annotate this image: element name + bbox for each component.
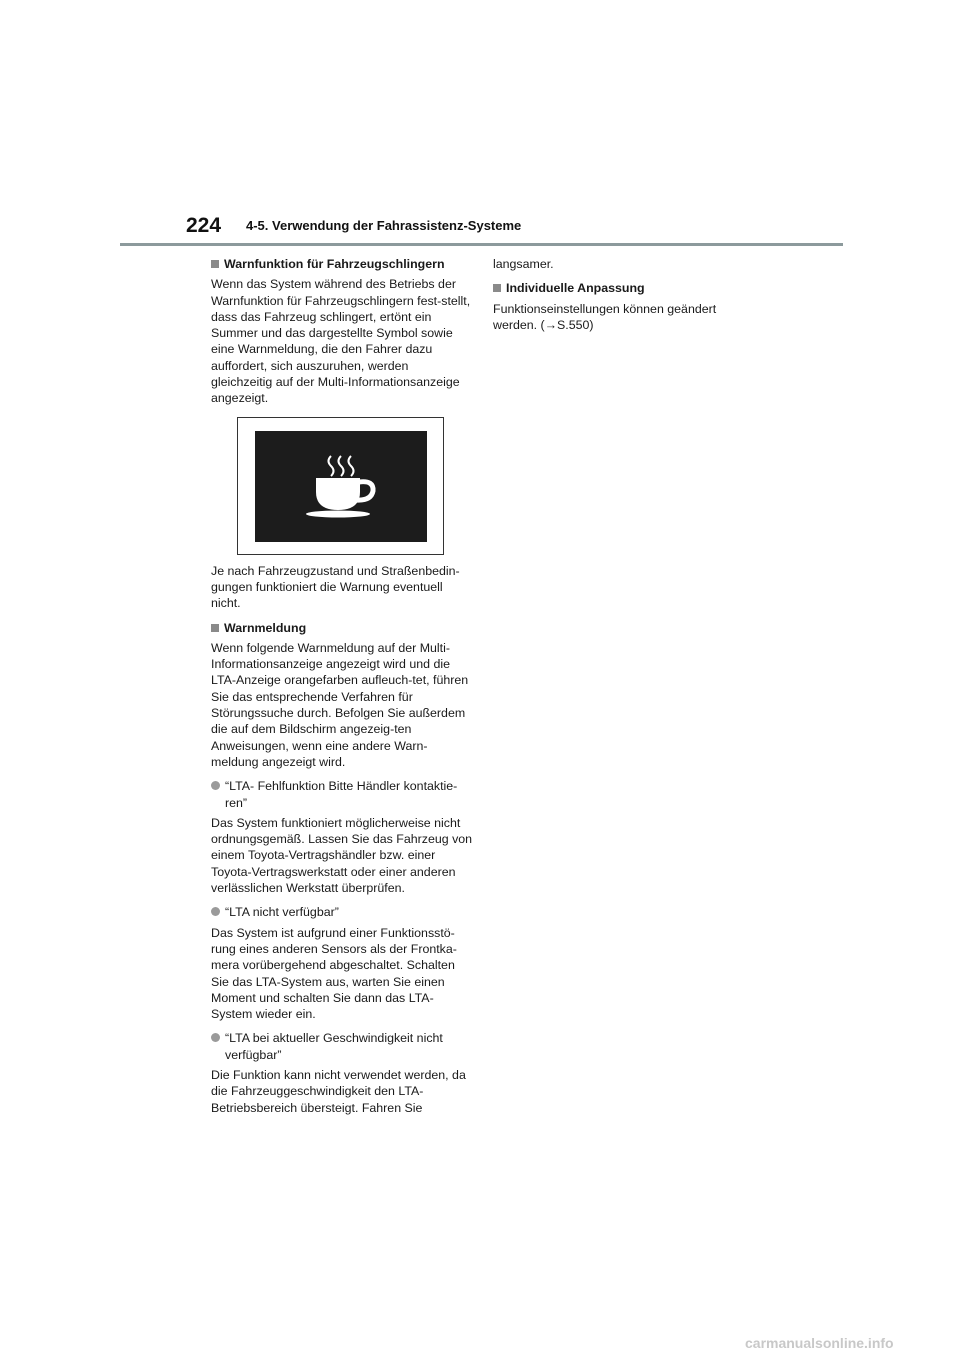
bullet-label: “LTA nicht verfügbar” — [225, 905, 339, 920]
display-screen — [255, 431, 427, 542]
bullet-item — [211, 1030, 473, 1063]
square-bullet-icon — [211, 260, 219, 268]
warnmeldung-heading-text: Warnmeldung — [224, 620, 307, 635]
circle-bullet-icon — [211, 907, 220, 916]
circle-bullet-icon — [211, 1033, 220, 1042]
watermark: carmanualsonline.info — [745, 1335, 894, 1351]
bullet-label: “LTA- Fehlfunktion Bitte Händler kontaktie-ren” — [225, 779, 458, 810]
header-rule — [120, 243, 843, 246]
square-bullet-icon — [211, 624, 219, 632]
bullet-item — [211, 904, 473, 920]
bullet-item — [211, 778, 473, 811]
warning-figure — [237, 417, 444, 555]
right-column — [493, 256, 755, 341]
after-figure-paragraph: Je nach Fahrzeugzustand und Straßenbedin-gungen funktioniert die Warnung eventuell nicht. — [211, 563, 460, 611]
bullet-text: Die Funktion kann nicht verwendet werden, da die Fahrzeuggeschwindigkeit den LTA-Betriebsbereich übersteigt. Fahren Sie — [211, 1067, 466, 1115]
anpassung-heading — [493, 280, 755, 296]
circle-bullet-icon — [211, 781, 220, 790]
anpassung-heading-text: Individuelle Anpassung — [506, 281, 645, 296]
warnmeldung-heading — [211, 620, 473, 636]
coffee-cup-icon — [255, 431, 427, 542]
warnmeldung-paragraph: Wenn folgende Warnmeldung auf der Multi-Informationsanzeige angezeigt wird und die LTA-Anzeige orangefarben aufleuch-tet, führen Sie das entsprechende Verfahren für Störungssuche durch. Befolgen Sie außerdem die auf dem Bildschirm angezeig-ten Anweisungen, wenn eine andere Warn-meldung angezeigt wird. — [211, 640, 469, 769]
bullet-text: Das System funktioniert möglicherweise nicht ordnungsgemäß. Lassen Sie das Fahrzeug von einem Toyota-Vertragshändler bzw. einer Toyota-Vertragswerkstatt oder einer anderen verlässlichen Werkstatt überprüfen. — [211, 815, 473, 896]
square-bullet-icon — [493, 284, 501, 292]
warn-heading — [211, 256, 473, 272]
left-column — [211, 256, 473, 1124]
warn-paragraph: Wenn das System während des Betriebs der Warnfunktion für Fahrzeugschlingern fest-stellt, dass das Fahrzeug schlingert, ertönt ein Summer und das dargestellte Symbol sowie eine Warnmeldung, die den Fahrer dazu auffordert, sich auszuruhen, werden gleichzeitig auf der Multi-Informationsanzeige angezeigt. — [211, 277, 471, 406]
page-number: 224 — [186, 214, 222, 237]
continuation-text: langsamer. — [493, 257, 554, 271]
bullet-label: “LTA bei aktueller Geschwindigkeit nicht verfügbar” — [225, 1031, 443, 1062]
bullet-text: Das System ist aufgrund einer Funktionsstö-rung eines anderen Sensors als der Frontka-mera vorübergehend abgeschaltet. Schalten Sie das LTA-System aus, warten Sie einen Moment und schalten Sie dann das LTA-System wieder ein. — [211, 925, 457, 1022]
warn-heading-text: Warnfunktion für Fahrzeugschlingern — [224, 257, 445, 271]
section-title: 4-5. Verwendung der Fahrassistenz-Systeme — [246, 218, 522, 233]
anpassung-paragraph: Funktionseinstellungen können geändert werden. (→S.550) — [493, 301, 717, 332]
